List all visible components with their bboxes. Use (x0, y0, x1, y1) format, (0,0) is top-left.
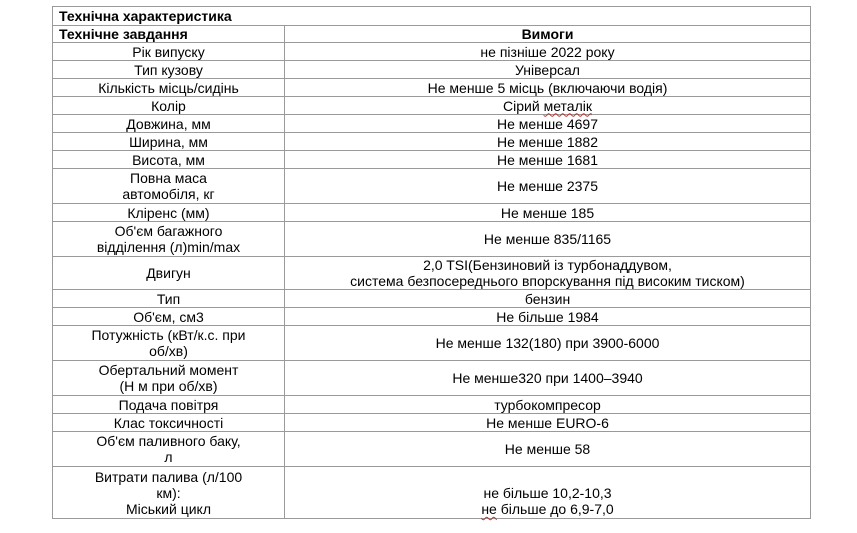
row-requirement: турбокомпресор (285, 396, 811, 414)
row-parameter: Подача повітря (53, 396, 285, 414)
row-parameter: Об'єм, см3 (53, 308, 285, 326)
table-title: Технічна характеристика (53, 7, 811, 26)
row-requirement: Не менше 1681 (285, 151, 811, 169)
table-row (53, 115, 811, 133)
requirement-line: 2,0 TSI(Бензиновий із турбонаддувом, (423, 257, 672, 273)
row-parameter: Тип кузову (53, 61, 285, 79)
table-row (53, 222, 811, 257)
requirement-text: Сірий (503, 97, 544, 114)
row-parameter: Кількість місць/сидінь (53, 79, 285, 97)
row-requirement: Не менше 58 (285, 432, 811, 467)
parameter-line: Повна маса (130, 170, 207, 186)
parameter-line: відділення (л)min/max (96, 239, 241, 255)
spec-sheet (52, 6, 810, 519)
row-parameter: Колір (53, 97, 285, 115)
parameter-line: Об'єм паливного баку, (96, 433, 241, 449)
row-requirement: не пізніше 2022 року (285, 43, 811, 61)
table-row (53, 467, 811, 519)
requirement-line: не більше 10,2-10,3 (483, 485, 612, 501)
spellcheck-underlined-word: металік (543, 97, 592, 114)
table-row (53, 308, 811, 326)
requirement-text: більше до 6,9-7,0 (496, 501, 614, 517)
row-requirement: Не менше320 при 1400–3940 (285, 361, 811, 396)
column-header-requirements: Вимоги (285, 26, 811, 43)
table-row (53, 396, 811, 414)
row-requirement: Універсал (285, 61, 811, 79)
parameter-line: км): (156, 485, 181, 501)
table-row (53, 432, 811, 467)
table-row (53, 79, 811, 97)
parameter-line: об/хв) (149, 343, 188, 359)
table-row (53, 169, 811, 204)
row-parameter (53, 467, 285, 519)
table-row (53, 204, 811, 222)
row-requirement (285, 97, 811, 115)
row-parameter: Рік випуску (53, 43, 285, 61)
row-parameter (53, 432, 285, 467)
row-parameter (53, 169, 285, 204)
table-row (53, 61, 811, 79)
table-row (53, 257, 811, 290)
table-row (53, 290, 811, 308)
parameter-line: Витрати палива (л/100 (94, 469, 243, 485)
row-requirement: Не менше 2375 (285, 169, 811, 204)
row-requirement: Не менше 4697 (285, 115, 811, 133)
row-requirement (285, 467, 811, 519)
row-requirement: Не менше 132(180) при 3900-6000 (285, 326, 811, 361)
row-requirement: Не менше 835/1165 (285, 222, 811, 257)
parameter-line: Обертальний момент (98, 362, 239, 378)
row-requirement: Не менше 1882 (285, 133, 811, 151)
row-parameter (53, 361, 285, 396)
spellcheck-underlined-word: не (481, 501, 497, 517)
row-parameter: Висота, мм (53, 151, 285, 169)
parameter-line: автомобіля, кг (122, 186, 215, 202)
table-row (53, 414, 811, 432)
row-parameter: Довжина, мм (53, 115, 285, 133)
row-parameter: Ширина, мм (53, 133, 285, 151)
row-requirement: Не більше 1984 (285, 308, 811, 326)
spec-table (52, 6, 811, 519)
parameter-line: (Н м при об/хв) (119, 378, 218, 394)
row-requirement: Не менше 5 місць (включаючи водія) (285, 79, 811, 97)
row-requirement: бензин (285, 290, 811, 308)
row-parameter (53, 326, 285, 361)
row-requirement (285, 257, 811, 290)
table-row (53, 361, 811, 396)
row-parameter (53, 222, 285, 257)
table-row (53, 326, 811, 361)
parameter-line: Об'єм багажного (114, 223, 223, 239)
row-requirement: Не менше EURO-6 (285, 414, 811, 432)
column-header-parameter: Технічне завдання (53, 26, 285, 43)
parameter-line: Міський цикл (125, 501, 211, 517)
parameter-line: л (164, 449, 173, 465)
row-parameter: Двигун (53, 257, 285, 290)
row-parameter: Тип (53, 290, 285, 308)
table-row (53, 151, 811, 169)
row-parameter: Кліренс (мм) (53, 204, 285, 222)
table-row (53, 43, 811, 61)
row-parameter: Клас токсичності (53, 414, 285, 432)
table-row (53, 133, 811, 151)
row-requirement: Не менше 185 (285, 204, 811, 222)
table-row (53, 97, 811, 115)
parameter-line: Потужність (кВт/к.с. при (91, 327, 246, 343)
requirement-line: система безпосереднього впорскування під високим тиском) (350, 273, 745, 289)
